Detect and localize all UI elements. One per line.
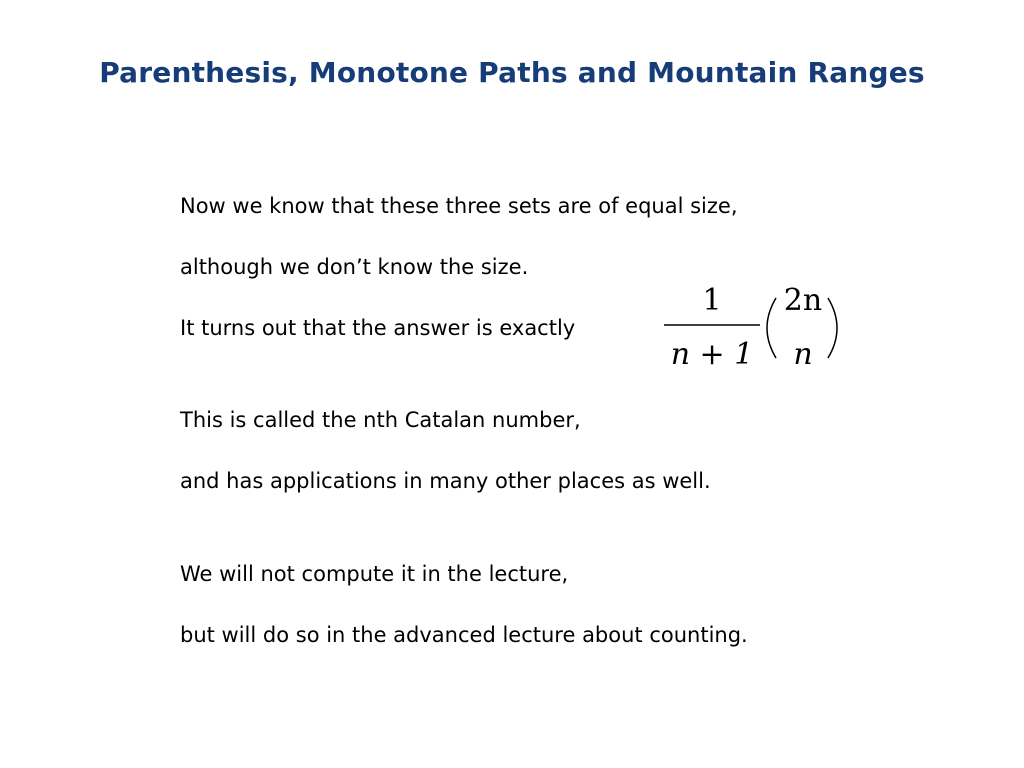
text-line-7: but will do so in the advanced lecture about counting. — [180, 623, 748, 647]
formula-denominator: n + 1 — [670, 337, 754, 372]
text-line-5: and has applications in many other places as well. — [180, 469, 711, 493]
left-paren — [767, 298, 776, 358]
text-line-4: This is called the nth Catalan number, — [180, 408, 581, 432]
text-line-6: We will not compute it in the lecture, — [180, 562, 569, 586]
slide-title: Parenthesis, Monotone Paths and Mountain Ranges — [99, 56, 925, 89]
text-line-1: Now we know that these three sets are of equal size, — [180, 194, 738, 218]
catalan-formula — [662, 280, 842, 372]
catalan-formula-svg — [662, 280, 842, 372]
binomial-top: 2n — [783, 283, 823, 318]
text-line-3: It turns out that the answer is exactly — [180, 316, 576, 340]
formula-numerator: 1 — [702, 283, 722, 318]
right-paren — [828, 298, 837, 358]
binomial-bottom: n — [793, 337, 813, 372]
text-line-2: although we don’t know the size. — [180, 255, 529, 279]
